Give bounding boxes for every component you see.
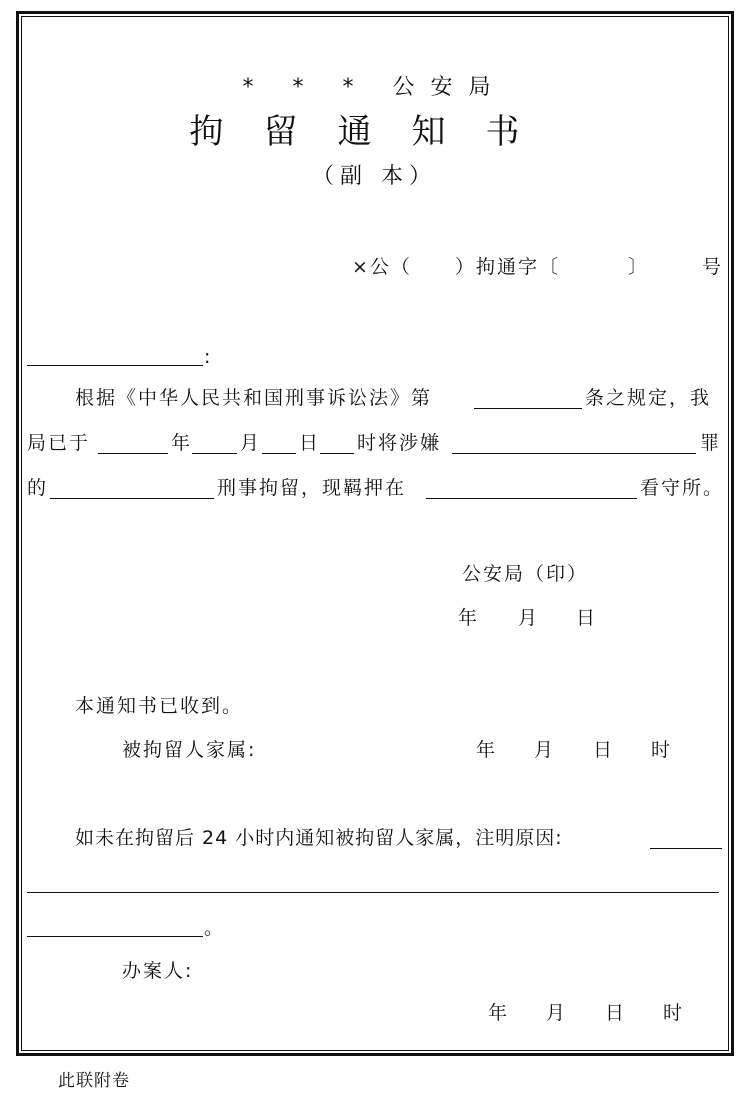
reason-blank-1 <box>650 848 722 849</box>
doc-number-prefix: ×公（ <box>352 256 412 278</box>
handler-month: 月 <box>546 1002 568 1024</box>
agency-name: * * * 公安局 <box>242 75 507 100</box>
note-text: 如未在拘留后 24 小时内通知被拘留人家属，注明原因: <box>75 827 563 849</box>
addressee-colon: : <box>204 346 213 368</box>
body-p1-start: 根据《中华人民共和国刑事诉讼法》第 <box>75 387 433 409</box>
seal-year: 年 <box>458 607 480 629</box>
month-blank <box>192 453 237 454</box>
body-p1-article: 条之规定，我 <box>585 387 712 409</box>
body-detained: 刑事拘留，现羁押在 <box>217 477 407 499</box>
detainee-blank <box>50 498 214 499</box>
day-blank <box>262 453 296 454</box>
body-p3-start: 的 <box>27 477 49 499</box>
handler-year: 年 <box>488 1002 510 1024</box>
document-title: 拘留通知书 <box>189 112 560 152</box>
doc-number-suffix: 号 <box>702 256 724 278</box>
handler-label: 办案人: <box>122 960 194 982</box>
reason-blank-3 <box>27 936 203 937</box>
receipt-received: 本通知书已收到。 <box>75 695 244 717</box>
detention-center-blank <box>426 498 637 499</box>
receipt-year: 年 <box>476 739 498 761</box>
body-detention-center: 看守所。 <box>640 477 725 499</box>
doc-number-middle: ）拘通字〔 <box>455 256 561 278</box>
crime-blank <box>452 453 696 454</box>
note-end-mark: 。 <box>204 917 226 939</box>
handler-hour: 时 <box>663 1002 685 1024</box>
body-p2-start: 局已于 <box>27 432 91 454</box>
article-blank <box>474 408 582 409</box>
copy-type: （副 本） <box>312 164 437 189</box>
footer-copy-note: 此联附卷 <box>58 1071 130 1091</box>
body-crime-suffix: 罪 <box>700 432 722 454</box>
hour-blank <box>320 453 354 454</box>
doc-number-close: 〕 <box>628 256 650 278</box>
reason-blank-2 <box>27 892 719 893</box>
body-month: 月 <box>240 432 262 454</box>
receipt-hour: 时 <box>651 739 673 761</box>
receipt-family-label: 被拘留人家属: <box>122 739 257 761</box>
seal-month: 月 <box>518 607 540 629</box>
handler-day: 日 <box>605 1002 627 1024</box>
receipt-day: 日 <box>593 739 615 761</box>
body-day: 日 <box>299 432 321 454</box>
body-year: 年 <box>171 432 193 454</box>
receipt-month: 月 <box>534 739 556 761</box>
seal-day: 日 <box>576 607 598 629</box>
seal-issuer: 公安局（印） <box>462 563 589 585</box>
body-hour-suffix: 时将涉嫌 <box>357 432 442 454</box>
year-blank <box>98 453 168 454</box>
addressee-blank <box>27 365 203 366</box>
